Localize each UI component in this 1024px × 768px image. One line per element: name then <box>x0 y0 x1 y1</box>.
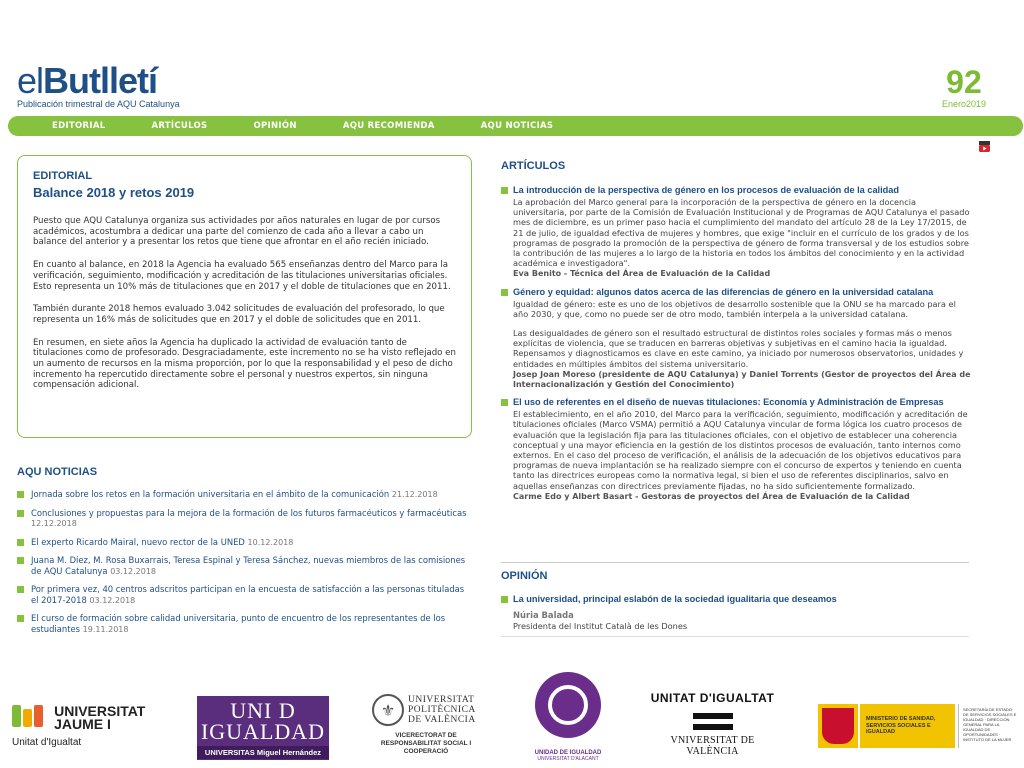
main-nav <box>8 116 1023 136</box>
editorial-box <box>17 155 472 438</box>
editorial-kicker: EDITORIAL <box>33 170 93 182</box>
article-author: Josep Joan Moreso (presidente de AQU Catalunya) y Daniel Torrents (Gestor de proyectos del Área de Internacionalización y Gestión del Conocimiento) <box>513 369 971 390</box>
bullet-square-icon <box>17 557 24 564</box>
bullet-square-icon <box>17 539 24 546</box>
logo-universitat-valencia[interactable]: UNITAT D'IGUALTAT VNIVERSITAT DE VALÈNCIA <box>650 691 775 757</box>
articulos-heading: ARTÍCULOS <box>501 160 566 172</box>
news-date: 03.12.2018 <box>110 566 157 576</box>
bulletin-logo[interactable]: elButlletí <box>17 60 158 101</box>
news-item[interactable]: Jornada sobre los retos en la formación universitaria en el ámbito de la comunicación 21.12.2018 <box>17 489 472 501</box>
uji-mark-icon <box>12 705 43 727</box>
partner-logos <box>0 668 1024 768</box>
opinion-section <box>501 570 971 631</box>
logo-upv[interactable]: ⚜ UNIVERSITAT POLITÈCNICA DE VALÈNCIA VICERECTORAT DE RESPONSABILITAT SOCIAL I COOPERACIÓ <box>372 694 480 756</box>
article-author: Eva Benito - Técnica del Área de Evaluación de la Calidad <box>513 269 771 279</box>
aqu-noticias-section <box>17 466 472 642</box>
issue-number: 92 <box>946 64 982 100</box>
issue-badge <box>942 66 986 109</box>
news-date: 19.11.2018 <box>82 624 129 634</box>
news-list <box>17 489 472 635</box>
article-author: Carme Edo y Albert Basart - Gestoras de proyectos del Área de Evaluación de la Calidad <box>513 491 910 501</box>
editorial-paragraph: En resumen, en siete años la Agencia ha duplicado la actividad de evaluación tanto de titulaciones como de profesorado. Desgraciadamente, este incremento no se ha visto reflejado en un aumento de recursos en la misma proporción, por lo que la responsabilidad y el peso de dicho incremento ha repercutido directamente sobre el personal y nuestros expertos, sin ninguna compensación adicional. <box>33 337 456 391</box>
bulletin-subtitle: Publicación trimestral de AQU Catalunya <box>17 99 180 109</box>
bullet-square-icon <box>501 187 508 194</box>
opinion-author-role: Presidenta del Institut Català de les Dones <box>513 621 688 631</box>
article-summary: La aprobación del Marco general para la incorporación de la perspectiva de género en la docencia universitaria, por parte de la Comisión de Evaluación Institucional y de Programas de AQU Catalunya el pasado mes de diciembre, es un primer paso hacia el cumplimiento del mandato del artículo 28 de la Ley 17/2015, de 21 de julio, de igualdad efectiva de mujeres y hombres, que exige "incluir en el currículo de los grados y de los programas de posgrado la promoción de la perspectiva de género de forma transversal y de los estudios sobre la contribución de las mujeres a lo largo de la historia en todos los ámbitos del conocimiento y en la actividad académica e investigadora". <box>513 197 970 269</box>
logo-unidad-igualdad-umh[interactable]: UNI D IGUALDAD UNIVERSITAS Miguel Hernández <box>197 696 329 760</box>
ua-emblem-icon <box>535 672 601 738</box>
section-divider <box>501 562 969 563</box>
logo-ministerio-sanidad[interactable]: MINISTERIO DE SANIDAD, SERVICIOS SOCIALES E IGUALDAD SECRETARÍA DE ESTADO DE SERVICIOS SOCIALES E IGUALDAD · DIRECCIÓN GENERAL PARA LA IGUALDAD DE OPORTUNIDADES · INSTITUTO DE LA MUJER <box>818 704 1018 748</box>
bullet-square-icon <box>501 399 508 406</box>
editorial-paragraph: También durante 2018 hemos evaluado 3.042 solicitudes de evaluación del profesorado, lo que representa un 16% más de solicitudes que en 2017 y el doble de solicitudes que en 2011. <box>33 304 445 325</box>
article-summary: Igualdad de género: este es uno de los objetivos de desarrollo sostenible que la ONU se ha marcado para el año 2030, y que, como no puede ser de otro modo, también interpela a la universidad catalana. <box>513 298 956 319</box>
youtube-icon[interactable] <box>979 141 990 152</box>
section-divider <box>501 636 969 637</box>
opinion-title[interactable]: La universidad, principal eslabón de la sociedad igualitaria que deseamos <box>501 594 971 604</box>
editorial-title[interactable]: Balance 2018 y retos 2019 <box>33 185 195 200</box>
article-summary: Las desigualdades de género son el resultado estructural de distintos roles sociales y formas más o menos explícitas de violencia, que se traducen en barreras objetivas y subjetivas en el camino hacia la igualdad. Repensamos y diagnosticamos es clave en este camino, ya iniciado por numerosos observatorios, unidades y entidades en múltiples ámbitos del sistema universitario. <box>513 328 964 369</box>
news-date: 12.12.2018 <box>31 519 77 528</box>
nav-opinion[interactable]: OPINIÓN <box>253 121 297 131</box>
article-title[interactable]: El uso de referentes en el diseño de nuevas titulaciones: Economía y Administración de Empresas <box>513 397 944 408</box>
opinion-author: Núria Balada <box>513 610 574 620</box>
equals-icon <box>693 713 733 730</box>
spain-coat-of-arms-icon <box>818 704 858 748</box>
article-item <box>501 287 971 391</box>
bullet-square-icon <box>17 586 24 593</box>
article-item <box>501 397 971 502</box>
masthead <box>17 60 180 109</box>
news-item[interactable]: El experto Ricardo Mairal, nuevo rector de la UNED 10.12.2018 <box>17 537 472 549</box>
editorial-paragraph: En cuanto al balance, en 2018 la Agencia ha evaluado 565 enseñanzas dentro del Marco para la verificación, seguimiento, modificación y acreditación de las titulaciones universitarias oficiales. Esto representa un 10% más de titulaciones que en 2017 y el doble de titulaciones que en 2011. <box>33 260 451 292</box>
bullet-square-icon <box>17 615 24 622</box>
bullet-square-icon <box>17 510 24 517</box>
news-date: 21.12.2018 <box>391 490 438 499</box>
logo-universitat-alacant[interactable]: UNIDAD DE IGUALDAD UNIVERSITAT D'ALACANT <box>530 672 606 762</box>
bullet-square-icon <box>501 596 508 603</box>
bullet-square-icon <box>17 491 24 498</box>
noticias-heading: AQU NOTICIAS <box>17 466 98 478</box>
article-title[interactable]: La introducción de la perspectiva de género en los procesos de evaluación de la calidad <box>513 185 899 195</box>
opinion-heading: OPINIÓN <box>501 570 548 582</box>
nav-aqu-noticias[interactable]: AQU NOTICIAS <box>480 121 554 131</box>
article-item <box>501 185 971 280</box>
article-summary: El establecimiento, en el año 2010, del Marco para la verificación, seguimiento, modificación y acreditación de titulaciones oficiales (Marco VSMA) permitió a AQU Catalunya vincular de forma lógica los cuatro procesos de evaluación que la legislación fija para las titulaciones oficiales, con el objetivo de establecer una coherencia conceptual y una mayor eficiencia en la gestión de los distintos procesos de evaluación, tanto internos como externos. En el caso del proceso de verificación, el análisis de la adecuación de los objetivos educativos para programas de nueva implantación se ha realizado siempre con el concurso de expertos y teniendo en cuenta tanto las directrices europeas como la normativa legal, si bien el uso de referentes disciplinarios, salvo en aquellas enseñanzas con directrices previamente fijadas, no ha sido suficientemente formalizado. <box>513 409 968 491</box>
article-title[interactable]: Género y equidad: algunos datos acerca de las diferencias de género en la universidad catalana <box>513 286 934 297</box>
news-date: 10.12.2018 <box>247 537 294 547</box>
news-item[interactable]: Por primera vez, 40 centros adscritos participan en la encuesta de satisfacción a las personas tituladas el 2017-2018 03.12.2018 <box>17 584 472 606</box>
news-date: 03.12.2018 <box>89 595 136 605</box>
editorial-paragraph: Puesto que AQU Catalunya organiza sus actividades por años naturales en lugar de por cursos académicos, acostumbra a dedicar una parte del comienzo de cada año a llevar a cabo un balance del anterior y a presentar los retos que tiene que afrontar en el año recién iniciado. <box>33 216 441 248</box>
issue-date: Enero2019 <box>941 99 986 109</box>
nav-editorial[interactable]: EDITORIAL <box>52 121 106 131</box>
articulos-section <box>501 160 971 509</box>
news-item[interactable]: Juana M. Díez, M. Rosa Buxarrais, Teresa Espinal y Teresa Sánchez, nuevas miembros de las comisiones de AQU Catalunya 03.12.2018 <box>17 555 472 577</box>
logo-universitat-jaume-i[interactable]: UNIVERSITAT JAUME I Unitat d'Igualtat <box>12 703 146 748</box>
bullet-square-icon <box>501 289 508 296</box>
upv-seal-icon: ⚜ <box>372 694 404 726</box>
news-item[interactable]: Conclusiones y propuestas para la mejora de la formación de los futuros farmacéuticos y farmacéuticas 12.12.2018 <box>17 508 472 530</box>
nav-articulos[interactable]: ARTÍCULOS <box>151 121 208 131</box>
nav-aqu-recomienda[interactable]: AQU RECOMIENDA <box>342 121 435 131</box>
news-item[interactable]: El curso de formación sobre calidad universitaria, punto de encuentro de los representantes de los estudiantes 19.11.2018 <box>17 613 472 635</box>
article-list <box>501 185 971 502</box>
